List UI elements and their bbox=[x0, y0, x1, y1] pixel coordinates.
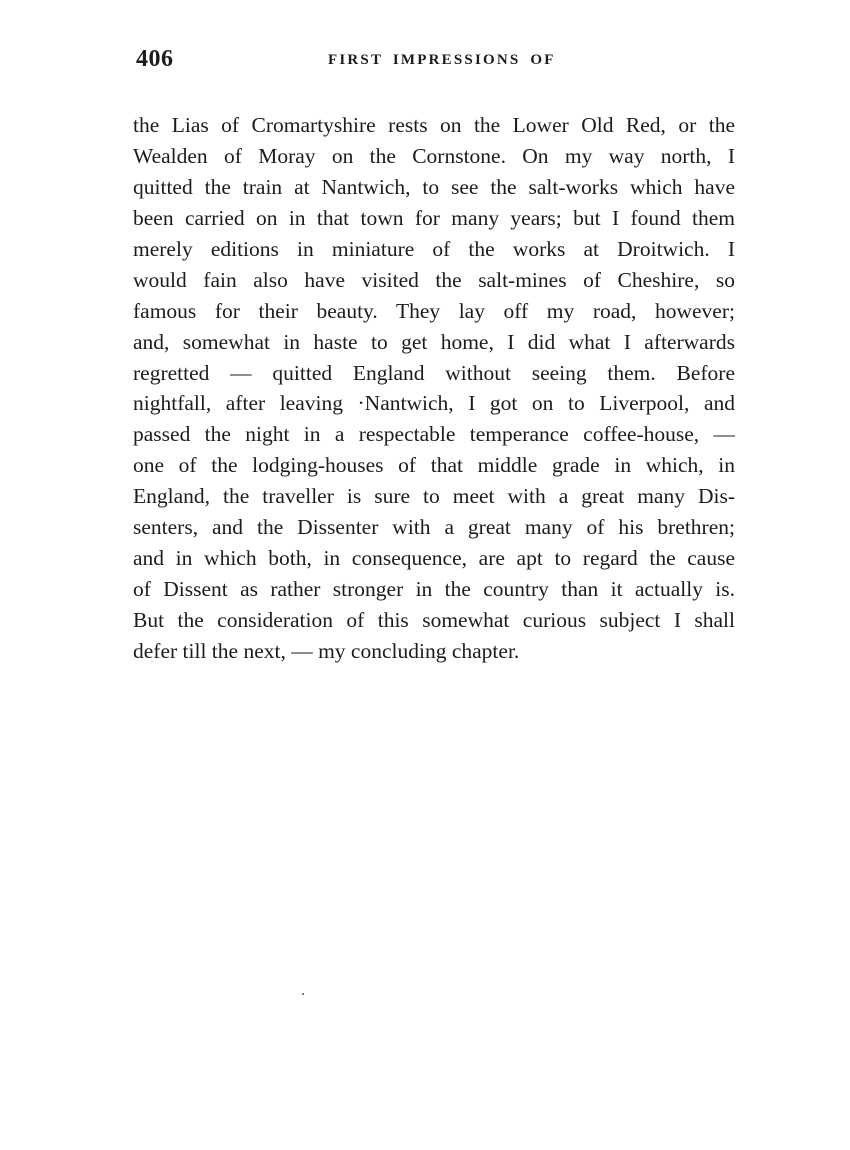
running-head: FIRST IMPRESSIONS OF bbox=[328, 52, 556, 68]
text-line: quitted the train at Nantwich, to see the salt-works which have bbox=[133, 174, 735, 199]
text-line: the Lias of Cromartyshire rests on the Lower Old Red, or the bbox=[133, 113, 735, 137]
text-line-last: defer till the next, — my concluding chapter. bbox=[133, 638, 520, 663]
text-line: famous for their beauty. They lay off my road, however; bbox=[133, 298, 735, 323]
text-line: passed the night in a respectable temperance coffee-house, — bbox=[133, 422, 735, 447]
text-line: been carried on in that town for many years; but I found them bbox=[133, 205, 735, 230]
text-line: and, somewhat in haste to get home, I did what I afterwards bbox=[133, 329, 735, 354]
text-line: But the consideration of this somewhat curious subject I shall bbox=[133, 608, 735, 632]
text-line: senters, and the Dissenter with a great many of his brethren; bbox=[133, 515, 735, 540]
text-line: nightfall, after leaving ·Nantwich, I got on to Liverpool, and bbox=[133, 391, 735, 416]
text-line: of Dissent as rather stronger in the country than it actually is. bbox=[133, 577, 735, 602]
text-line: England, the traveller is sure to meet with a great many Dis- bbox=[133, 484, 735, 509]
text-line: would fain also have visited the salt-mines of Cheshire, so bbox=[133, 267, 735, 292]
text-line: and in which both, in consequence, are apt to regard the cause bbox=[133, 546, 735, 571]
print-speck bbox=[302, 993, 304, 995]
page-number: 406 bbox=[136, 46, 174, 72]
text-line: one of the lodging-houses of that middle grade in which, in bbox=[133, 453, 735, 478]
text-line: regretted — quitted England without seeing them. Before bbox=[133, 360, 735, 385]
text-line: merely editions in miniature of the works at Droitwich. I bbox=[133, 236, 735, 261]
text-line: Wealden of Moray on the Cornstone. On my way north, I bbox=[133, 143, 735, 168]
body-text bbox=[133, 110, 735, 667]
